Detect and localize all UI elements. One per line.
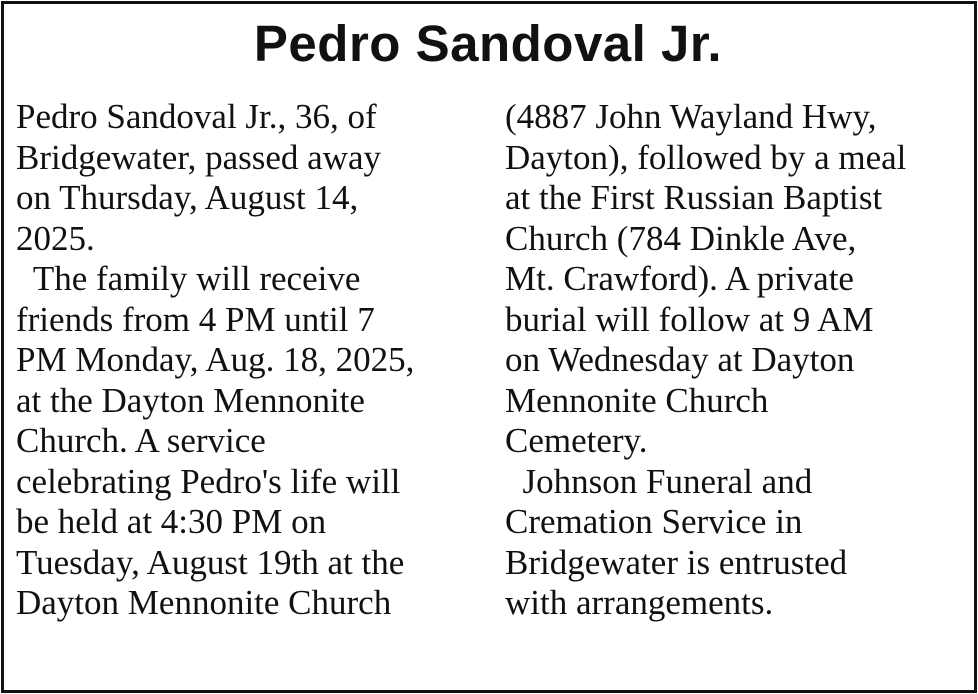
text-line: burial will follow at 9 AM <box>505 299 874 339</box>
text-line: Church. A service <box>16 421 266 460</box>
text-line: be held at 4:30 PM on <box>16 502 327 541</box>
text-line: Dayton), followed by a meal <box>505 137 907 177</box>
text-line: friends from 4 PM until 7 <box>16 299 375 339</box>
text-line: at the Dayton Mennonite <box>16 380 365 420</box>
text-line: Tuesday, August 19th at the <box>16 542 405 582</box>
text-line: Dayton Mennonite Church <box>16 583 392 622</box>
text-line: The family will receive <box>16 259 361 298</box>
text-line: Cremation Service in <box>505 502 803 541</box>
text-line: (4887 John Wayland Hwy, <box>505 97 877 136</box>
text-line: Johnson Funeral and <box>505 461 813 501</box>
text-line: 2025. <box>16 218 95 258</box>
text-line: Bridgewater is entrusted <box>505 542 848 582</box>
obituary-right-column <box>505 97 970 624</box>
text-line: Church (784 Dinkle Ave, <box>505 218 857 258</box>
text-line: Bridgewater, passed away <box>16 137 381 177</box>
text-line: with arrangements. <box>505 583 774 622</box>
text-line: on Wednesday at Dayton <box>505 340 855 379</box>
text-line: Mennonite Church <box>505 380 769 420</box>
obituary-title: Pedro Sandoval Jr. <box>253 15 723 72</box>
text-line: Pedro Sandoval Jr., 36, of <box>16 97 377 136</box>
text-line: Cemetery. <box>505 421 648 460</box>
text-line: at the First Russian Baptist <box>505 178 883 217</box>
obituary-left-column <box>16 97 486 624</box>
text-line: on Thursday, August 14, <box>16 178 359 217</box>
text-line: Mt. Crawford). A private <box>505 259 854 298</box>
text-line: celebrating Pedro's life will <box>16 461 401 501</box>
text-line: PM Monday, Aug. 18, 2025, <box>16 340 415 379</box>
